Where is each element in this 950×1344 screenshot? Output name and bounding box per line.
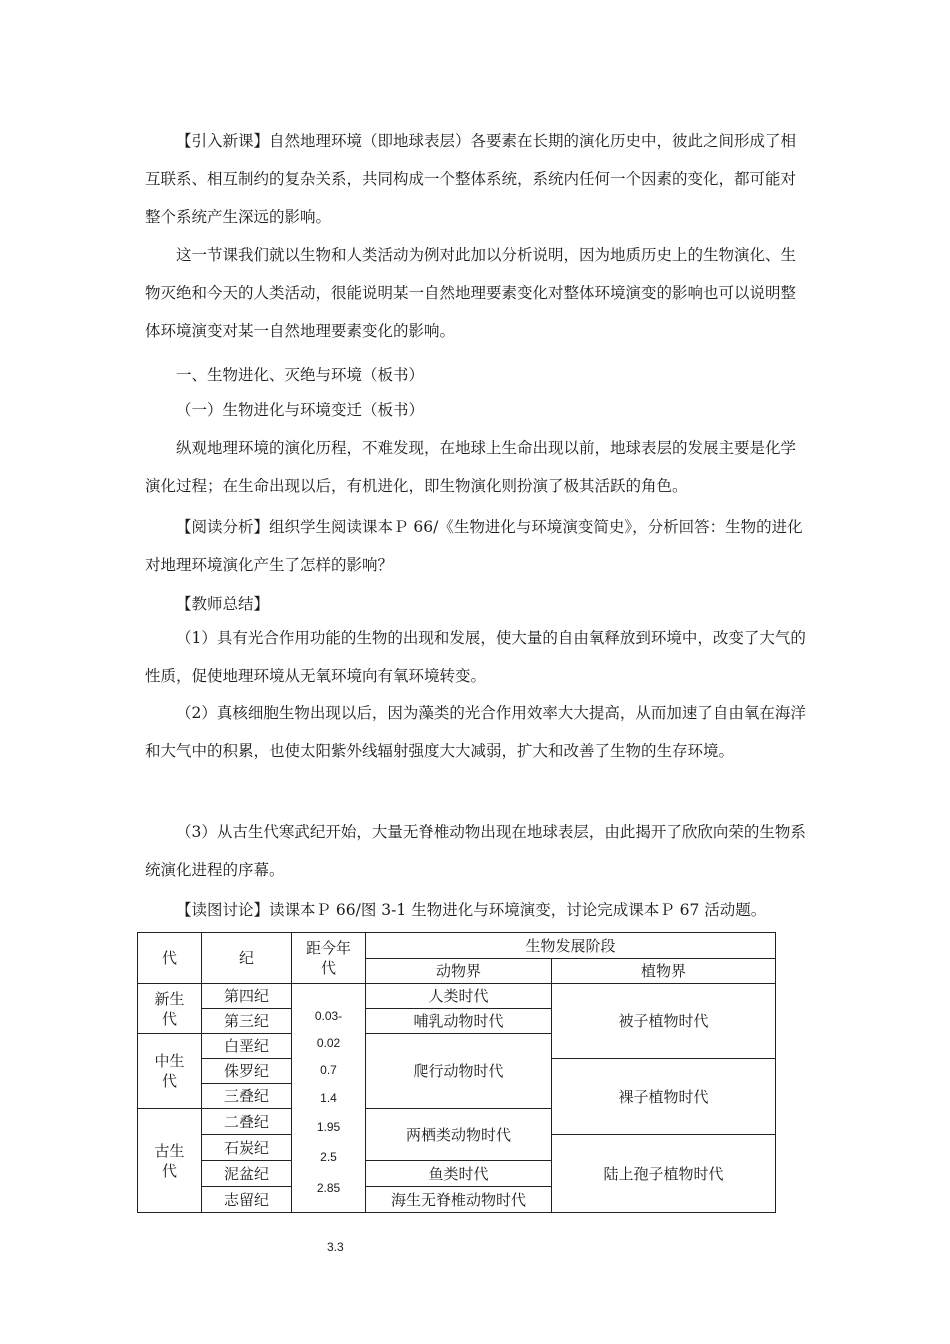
header-period: 纪 — [202, 933, 292, 984]
period-devonian: 泥盆纪 — [202, 1161, 292, 1187]
heading-section-1: 一、生物进化、灭绝与环境（板书） — [176, 366, 425, 384]
paragraph-discussion: 【读图讨论】读课本Ｐ 66/图 3-1 生物进化与环境演变，讨论完成课本Ｐ 67 活动题。 — [176, 901, 767, 919]
heading-subsection-1: （一）生物进化与环境变迁（板书） — [176, 401, 425, 419]
period-jurassic: 侏罗纪 — [202, 1059, 292, 1084]
paragraph-overview: 纵观地理环境的演化历程，不难发现，在地球上生命出现以前，地球表层的发展主要是化学演化过程；在生命出现以后，有机进化，即生物演化则扮演了极其活跃的角色。 — [145, 439, 797, 495]
summary-point-3: （3）从古生代寒武纪开始，大量无脊椎动物出现在地球表层，由此揭开了欣欣向荣的生物系统演化进程的序幕。 — [145, 823, 806, 879]
header-stage: 生物发展阶段 — [366, 933, 776, 959]
animal-amphibian: 两栖类动物时代 — [366, 1109, 552, 1161]
animal-reptile: 爬行动物时代 — [366, 1034, 552, 1109]
animal-human: 人类时代 — [366, 984, 552, 1009]
plant-spore: 陆上孢子植物时代 — [552, 1135, 776, 1213]
period-silurian: 志留纪 — [202, 1187, 292, 1213]
header-age: 距今年 代 — [292, 933, 366, 984]
age-value: 2.85 — [316, 1181, 341, 1195]
age-value: 0.02 — [316, 1036, 341, 1050]
paragraph-intro: 【引入新课】自然地理环境（即地球表层）各要素在长期的演化历史中，彼此之间形成了相互联系、相互制约的复杂关系，共同构成一个整体系统，系统内任何一个因素的变化，都可能对整个系统产生深远的影响。 — [145, 132, 797, 226]
age-value: 1.95 — [316, 1120, 341, 1134]
plant-angiosperm: 被子植物时代 — [552, 984, 776, 1059]
animal-mammal: 哺乳动物时代 — [366, 1009, 552, 1034]
period-triassic: 三叠纪 — [202, 1084, 292, 1109]
period-permian: 二叠纪 — [202, 1109, 292, 1135]
era-cenozoic: 新生 代 — [138, 984, 202, 1034]
period-quaternary: 第四纪 — [202, 984, 292, 1009]
evolution-table — [137, 932, 776, 1213]
period-carboniferous: 石炭纪 — [202, 1135, 292, 1161]
summary-point-2: （2）真核细胞生物出现以后，因为藻类的光合作用效率大大提高，从而加速了自由氧在海洋和大气中的积累，也使太阳紫外线辐射强度大大减弱，扩大和改善了生物的生存环境。 — [145, 704, 806, 760]
era-mesozoic: 中生 代 — [138, 1034, 202, 1109]
age-value: 2.5 — [320, 1150, 337, 1164]
age-value: 0.03- — [314, 1009, 343, 1023]
era-paleozoic: 古生 代 — [138, 1109, 202, 1213]
age-value: 1.4 — [320, 1091, 337, 1105]
paragraph-lesson: 这一节课我们就以生物和人类活动为例对此加以分析说明，因为地质历史上的生物演化、生物灭绝和今天的人类活动，很能说明某一自然地理要素变化对整体环境演变的影响也可以说明整体环境演变对某一自然地理要素变化的影响。 — [145, 246, 797, 340]
plant-gymnosperm: 裸子植物时代 — [552, 1059, 776, 1135]
header-plant: 植物界 — [552, 959, 776, 984]
heading-teacher-summary: 【教师总结】 — [176, 595, 270, 613]
period-tertiary: 第三纪 — [202, 1009, 292, 1034]
paragraph-reading: 【阅读分析】组织学生阅读课本Ｐ 66/《生物进化与环境演变简史》，分析回答：生物的进化对地理环境演化产生了怎样的影响？ — [145, 518, 803, 574]
age-value: 0.7 — [320, 1063, 337, 1077]
animal-marine-invertebrate: 海生无脊椎动物时代 — [366, 1187, 552, 1213]
header-era: 代 — [138, 933, 202, 984]
summary-point-1: （1）具有光合作用功能的生物的出现和发展，使大量的自由氧释放到环境中，改变了大气的性质，促使地理环境从无氧环境向有氧环境转变。 — [145, 629, 806, 685]
animal-fish: 鱼类时代 — [366, 1161, 552, 1187]
period-cretaceous: 白垩纪 — [202, 1034, 292, 1059]
age-value-overflow: 3.3 — [327, 1240, 344, 1254]
age-column — [292, 984, 366, 1213]
header-animal: 动物界 — [366, 959, 552, 984]
